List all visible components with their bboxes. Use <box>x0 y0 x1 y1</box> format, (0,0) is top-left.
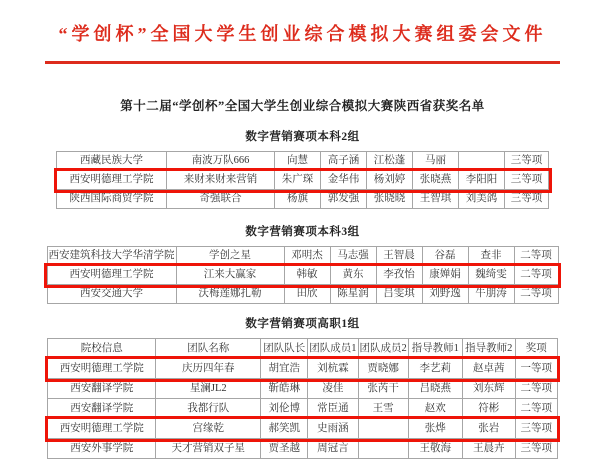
table-cell: 三等项 <box>505 152 549 171</box>
table-cell: 高子涵 <box>321 152 367 171</box>
table-cell: 我都行队 <box>156 399 261 419</box>
table-row-highlighted <box>57 171 549 190</box>
table-cell <box>459 152 505 171</box>
document-page <box>0 20 605 459</box>
table-cell: 韩敏 <box>284 266 330 285</box>
table-cell: 西安翻译学院 <box>48 399 156 419</box>
table-cell: 王雪 <box>358 399 408 419</box>
table-cell: 张岩 <box>462 419 515 439</box>
table-cell: 沃梅莲娜扎勒 <box>176 285 284 304</box>
column-header: 院校信息 <box>48 339 156 359</box>
column-header: 团队队长 <box>261 339 308 359</box>
table-cell: 来财来财来营销 <box>167 171 275 190</box>
table-row-highlighted <box>48 359 558 379</box>
table-cell: 郭发强 <box>321 190 367 209</box>
table-cell <box>358 439 408 459</box>
table-cell: 星澜JL2 <box>156 379 261 399</box>
table-cell: 李艺莉 <box>408 359 462 379</box>
table-row <box>48 379 558 399</box>
table-cell: 田欣 <box>284 285 330 304</box>
table-cell: 二等项 <box>514 266 558 285</box>
table-cell: 陈星润 <box>330 285 376 304</box>
table-cell: 西安明德理工学院 <box>48 419 156 439</box>
red-divider <box>45 61 560 64</box>
table-cell: 谷磊 <box>422 247 468 266</box>
table-cell: 一等项 <box>515 359 557 379</box>
table-cell: 张烨 <box>408 419 462 439</box>
column-header: 指导教师1 <box>408 339 462 359</box>
table-cell: 金华伟 <box>321 171 367 190</box>
section-title: 数字营销赛项高职1组 <box>245 318 360 330</box>
table-cell: 杨刘婷 <box>367 171 413 190</box>
table-cell: 刘美鸽 <box>459 190 505 209</box>
table-cell: 刘伦博 <box>261 399 308 419</box>
table-cell: 三等项 <box>505 171 549 190</box>
table-cell: 庆历四年春 <box>156 359 261 379</box>
table-cell: 二等项 <box>514 247 558 266</box>
section-title: 数字营销赛项本科2组 <box>245 131 360 143</box>
column-header: 指导教师2 <box>462 339 515 359</box>
table-row-highlighted <box>47 266 558 285</box>
table-cell: 陕西国际商贸学院 <box>57 190 167 209</box>
table-header-row <box>48 339 558 359</box>
table-cell: 吕晓燕 <box>408 379 462 399</box>
table-cell: 江松蓬 <box>367 152 413 171</box>
table-cell: 天才营销双子星 <box>156 439 261 459</box>
table-cell: 靳皓琳 <box>261 379 308 399</box>
table-cell: 马丽 <box>413 152 459 171</box>
table-cell: 二等项 <box>514 285 558 304</box>
table-cell: 杨旗 <box>275 190 321 209</box>
table-cell: 贾晓娜 <box>358 359 408 379</box>
table-row <box>57 190 549 209</box>
table-cell: 刘野逸 <box>422 285 468 304</box>
table-cell: 江来大赢家 <box>176 266 284 285</box>
table-cell: 宫缘乾 <box>156 419 261 439</box>
table-row <box>48 439 558 459</box>
table-cell: 西安明德理工学院 <box>47 266 176 285</box>
table-cell: 周冠言 <box>308 439 358 459</box>
table-cell: 奇强联合 <box>167 190 275 209</box>
table-cell: 常臣通 <box>308 399 358 419</box>
document-title: “学创杯”全国大学生创业综合模拟大赛组委会文件 <box>58 24 547 44</box>
table-cell: 王智晨 <box>376 247 422 266</box>
table-cell: 马志强 <box>330 247 376 266</box>
column-header: 奖项 <box>515 339 557 359</box>
table-cell: 牛朋涛 <box>468 285 514 304</box>
table-cell: 三等项 <box>505 190 549 209</box>
table-cell: 符彬 <box>462 399 515 419</box>
table-cell: 西安翻译学院 <box>48 379 156 399</box>
table-cell: 三等项 <box>515 419 557 439</box>
table-cell: 朱广琛 <box>275 171 321 190</box>
table-cell: 邓明杰 <box>284 247 330 266</box>
table-cell: 郝笑凯 <box>261 419 308 439</box>
table-cell: 凌佳 <box>308 379 358 399</box>
table-cell: 南波万队666 <box>167 152 275 171</box>
table-cell: 王敬海 <box>408 439 462 459</box>
award-list-title: 第十二届“学创杯”全国大学生创业综合模拟大赛陕西省获奖名单 <box>120 99 485 113</box>
table-cell: 王晨卉 <box>462 439 515 459</box>
column-header: 团队名称 <box>156 339 261 359</box>
table-cell: 西安交通大学 <box>47 285 176 304</box>
award-section-undergrad-group2 <box>0 128 605 209</box>
table-cell: 李阳阳 <box>459 171 505 190</box>
table-cell: 胡宜浩 <box>261 359 308 379</box>
table-cell: 刘东辉 <box>462 379 515 399</box>
table-cell <box>358 419 408 439</box>
table-cell: 西安明德理工学院 <box>48 359 156 379</box>
table-row <box>47 247 558 266</box>
table-cell: 赵卓茜 <box>462 359 515 379</box>
table-cell: 学创之星 <box>176 247 284 266</box>
table-cell: 贾圣越 <box>261 439 308 459</box>
table-row <box>57 152 549 171</box>
award-section-vocational-group1 <box>0 315 605 459</box>
column-header: 团队成员2 <box>358 339 408 359</box>
table-cell: 王智琪 <box>413 190 459 209</box>
table-cell: 刘杭霖 <box>308 359 358 379</box>
table-cell: 张芮干 <box>358 379 408 399</box>
table-cell: 张晓燕 <box>413 171 459 190</box>
table-cell: 康婵娟 <box>422 266 468 285</box>
table-cell: 赵欢 <box>408 399 462 419</box>
table-cell: 二等项 <box>515 379 557 399</box>
award-table <box>47 246 559 304</box>
table-cell: 史雨涵 <box>308 419 358 439</box>
table-cell: 张晓晓 <box>367 190 413 209</box>
award-table <box>47 338 558 459</box>
table-cell: 黄东 <box>330 266 376 285</box>
table-cell: 西安建筑科技大学华清学院 <box>47 247 176 266</box>
table-cell: 西藏民族大学 <box>57 152 167 171</box>
table-cell: 向慧 <box>275 152 321 171</box>
table-cell: 西安明德理工学院 <box>57 171 167 190</box>
table-cell: 西安外事学院 <box>48 439 156 459</box>
award-section-undergrad-group3 <box>0 223 605 304</box>
table-row-highlighted <box>48 419 558 439</box>
table-cell: 二等项 <box>515 399 557 419</box>
table-cell: 李孜怡 <box>376 266 422 285</box>
table-cell: 三等项 <box>515 439 557 459</box>
table-row <box>47 285 558 304</box>
table-cell: 查非 <box>468 247 514 266</box>
table-cell: 吕雯琪 <box>376 285 422 304</box>
section-title: 数字营销赛项本科3组 <box>245 226 360 238</box>
award-table <box>56 151 549 209</box>
column-header: 团队成员1 <box>308 339 358 359</box>
table-row <box>48 399 558 419</box>
table-cell: 魏绮雯 <box>468 266 514 285</box>
